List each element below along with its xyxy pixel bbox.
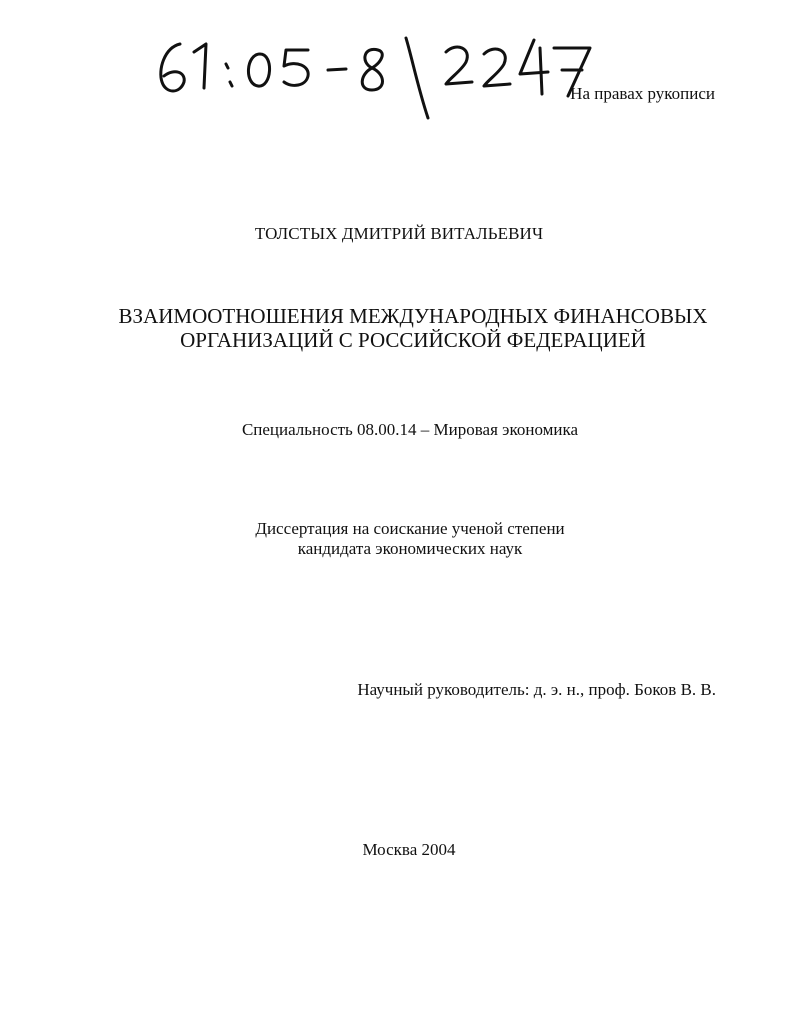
- degree-line-2: кандидата экономических наук: [297, 539, 523, 558]
- author-name: ТОЛСТЫХ ДМИТРИЙ ВИТАЛЬЕВИЧ: [254, 224, 544, 243]
- specialty-line: Специальность 08.00.14 – Мировая экономика: [241, 420, 579, 439]
- degree-line-1: Диссертация на соискание ученой степени: [255, 519, 565, 538]
- title-line-1: ВЗАИМООТНОШЕНИЯ МЕЖДУНАРОДНЫХ ФИНАНСОВЫХ: [118, 304, 708, 328]
- rights-note: На правах рукописи: [570, 84, 715, 103]
- city-year: Москва 2004: [362, 840, 456, 859]
- handwritten-archive-code-drawing: [150, 18, 600, 123]
- title-line-2: ОРГАНИЗАЦИЙ С РОССИЙСКОЙ ФЕДЕРАЦИЕЙ: [180, 328, 646, 352]
- supervisor-line: Научный руководитель: д. э. н., проф. Боков В. В.: [357, 680, 716, 699]
- dissertation-title: [0, 304, 798, 352]
- handwritten-archive-code: [150, 18, 600, 123]
- degree-statement: [0, 519, 798, 559]
